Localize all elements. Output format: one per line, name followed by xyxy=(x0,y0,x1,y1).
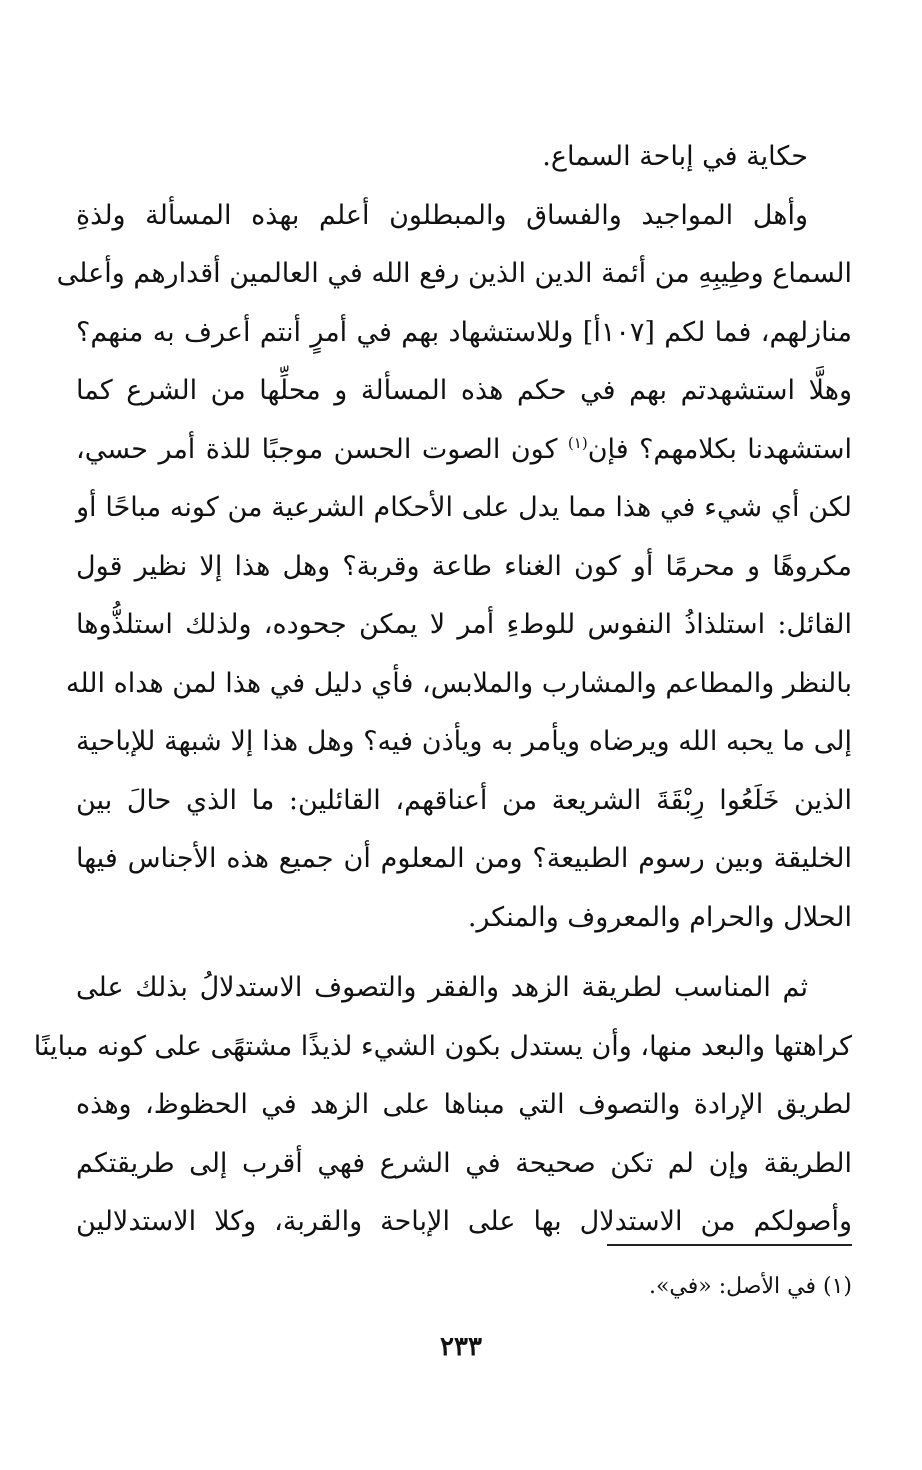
text-line: وهلَّا استشهدتم بهم في حكم هذه المسألة و محلِّها من الشرع كما xyxy=(76,375,852,406)
text-line: وأصولكم من الاستدلال بها على الإباحة والقربة، وكلا الاستدلالين xyxy=(76,1206,852,1237)
footnote-text: في الأصل: «في». xyxy=(648,1274,816,1299)
text-line: إلى ما يحبه الله ويرضاه ويأمر به ويأذن فيه؟ وهل هذا إلا شبهة للإباحية xyxy=(76,726,852,757)
text-line: ثم المناسب لطريقة الزهد والفقر والتصوف الاستدلالُ بذلك على xyxy=(76,972,808,1003)
text-line: حكاية في إباحة السماع. xyxy=(542,141,808,172)
text-line: الحلال والحرام والمعروف والمنكر. xyxy=(467,901,852,933)
paragraph-1 xyxy=(76,128,852,187)
text-line: لكن أي شيء في هذا مما يدل على الأحكام الشرعية من كونه مباحًا أو xyxy=(76,492,852,523)
paragraph-2 xyxy=(56,187,853,948)
text-segment: كون الصوت الحسن موجبًا للذة أمر حسي، xyxy=(76,433,568,465)
paragraph-3 xyxy=(33,959,852,1252)
text-line: السماع وطِيبِهِ من أئمة الدين الذين رفع الله في العالمين أقدارهم وأعلى xyxy=(56,258,852,289)
page-body xyxy=(33,128,853,1252)
text-line: وأهل المواجيد والفساق والمبطلون أعلم بهذه المسألة ولذةِ xyxy=(76,199,808,231)
text-line: كراهتها والبعد منها، وأن يستدل بكون الشيء لذيذًا مشتهًى على كونه مباينًا xyxy=(33,1030,852,1062)
footnote-marker: (١) xyxy=(822,1274,852,1299)
text-line: منازلهم، فما لكم [١٠٧أ] وللاستشهاد بهم في أمرٍ أنتم أعرف به منهم؟ xyxy=(76,316,852,348)
text-line: الطريقة وإن لم تكن صحيحة في الشرع فهي أقرب إلى طريقتكم xyxy=(76,1147,852,1179)
text-line: لطريق الإرادة والتصوف التي مبناها على الزهد في الحظوظ، وهذه xyxy=(76,1089,852,1120)
footnote-separator xyxy=(607,1244,852,1246)
text-segment: استشهدنا بكلامهم؟ فإن xyxy=(587,433,853,465)
text-line-with-footnote-ref xyxy=(76,421,852,480)
text-line: مكروهًا و محرمًا أو كون الغناء طاعة وقربة؟ وهل هذا إلا نظير قول xyxy=(76,550,852,582)
page-number: ٢٣٣ xyxy=(440,1332,482,1362)
text-line: القائل: استلذاذُ النفوس للوطءِ أمر لا يمكن جحوده، ولذلك استلذُّوها xyxy=(76,609,852,640)
text-line: الذين خَلَعُوا رِبْقَةَ الشريعة من أعناقهم، القائلين: ما الذي حالَ بين xyxy=(76,784,852,816)
footnote-reference: (١) xyxy=(567,433,588,452)
text-line: الخليقة وبين رسوم الطبيعة؟ ومن المعلوم أن جميع هذه الأجناس فيها xyxy=(76,843,852,874)
text-line: بالنظر والمطاعم والمشارب والملابس، فأي دليل في هذا لمن هداه الله xyxy=(65,667,852,699)
footnote xyxy=(649,1272,852,1302)
